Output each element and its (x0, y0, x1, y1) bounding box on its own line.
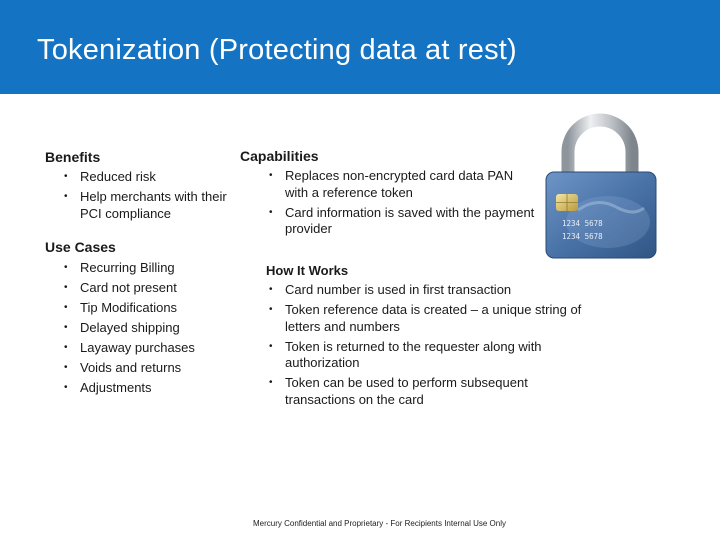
how-it-works-item: • Card number is used in first transaction (266, 282, 596, 299)
how-it-works-item: • Token is returned to the requester along with authorization (266, 339, 596, 372)
how-it-works-item: • Token can be used to perform subsequent transactions on the card (266, 375, 596, 408)
card-number-text: 1234 5678 (562, 219, 603, 228)
how-it-works-heading: How It Works (266, 263, 349, 278)
use-case-item: • Tip Modifications (61, 300, 261, 317)
use-cases-heading: Use Cases (45, 239, 116, 255)
benefits-list (61, 169, 241, 226)
use-case-item: • Layaway purchases (61, 340, 261, 357)
use-cases-list (61, 260, 261, 400)
use-case-item: • Voids and returns (61, 360, 261, 377)
benefits-item: • Reduced risk (61, 169, 241, 186)
capabilities-item: • Replaces non-encrypted card data PAN with a reference token (266, 168, 536, 201)
credit-card-icon (546, 172, 656, 258)
use-case-item: • Adjustments (61, 380, 261, 397)
capabilities-heading: Capabilities (240, 148, 319, 164)
use-case-item: • Delayed shipping (61, 320, 261, 337)
padlock-card-illustration (538, 112, 662, 272)
slide-title: Tokenization (Protecting data at rest) (37, 34, 517, 66)
capabilities-item: • Card information is saved with the payment provider (266, 205, 536, 238)
title-bar (0, 0, 720, 94)
how-it-works-list (266, 282, 596, 412)
capabilities-list (266, 168, 536, 241)
benefits-item: • Help merchants with their PCI compliance (61, 189, 241, 222)
use-case-item: • Recurring Billing (61, 260, 261, 277)
card-number-text: 1234 5678 (562, 232, 603, 241)
use-case-item: • Card not present (61, 280, 261, 297)
how-it-works-item: • Token reference data is created – a unique string of letters and numbers (266, 302, 596, 335)
benefits-heading: Benefits (45, 149, 101, 165)
footer-confidentiality: Mercury Confidential and Proprietary - For Recipients Internal Use Only (253, 519, 506, 528)
